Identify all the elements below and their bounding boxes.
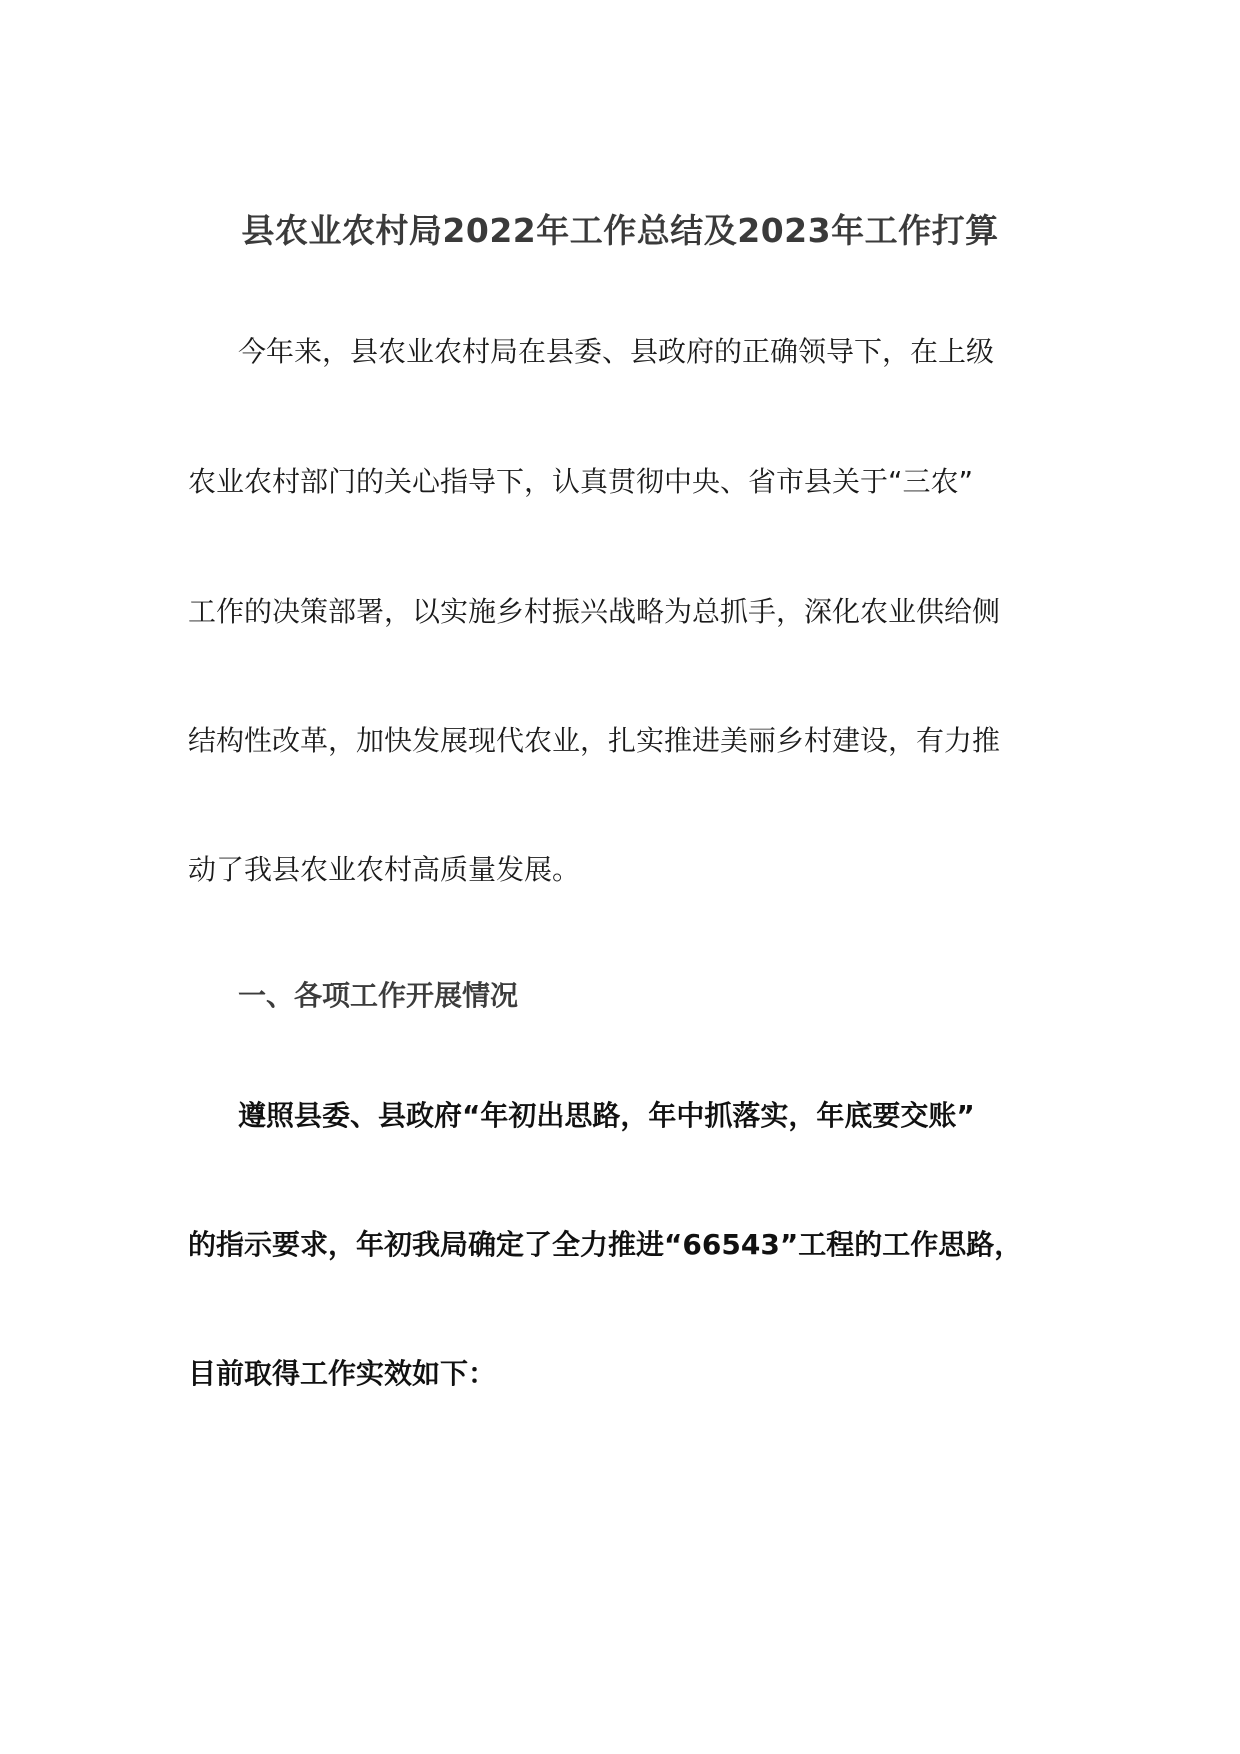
paragraph-line: 目前取得工作实效如下：	[188, 1357, 497, 1390]
paragraph-line: 动了我县农业农村高质量发展。	[188, 853, 581, 886]
paragraph-line: 的指示要求，年初我局确定了全力推进“66543”工程的工作思路，	[188, 1228, 1023, 1261]
paragraph-line: 农业农村部门的关心指导下，认真贯彻中央、省市县关于“三农”	[188, 465, 974, 498]
document-title: 县农业农村局2022年工作总结及2023年工作打算	[241, 211, 999, 250]
paragraph-line: 遵照县委、县政府“年初出思路，年中抓落实，年底要交账”	[238, 1099, 975, 1132]
paragraph-line: 今年来，县农业农村局在县委、县政府的正确领导下，在上级	[238, 335, 995, 368]
paragraph-line: 工作的决策部署，以实施乡村振兴战略为总抓手，深化农业供给侧	[188, 595, 1001, 628]
paragraph-line: 结构性改革，加快发展现代农业，扎实推进美丽乡村建设，有力推	[188, 724, 1001, 757]
section-heading: 一、各项工作开展情况	[238, 979, 519, 1012]
